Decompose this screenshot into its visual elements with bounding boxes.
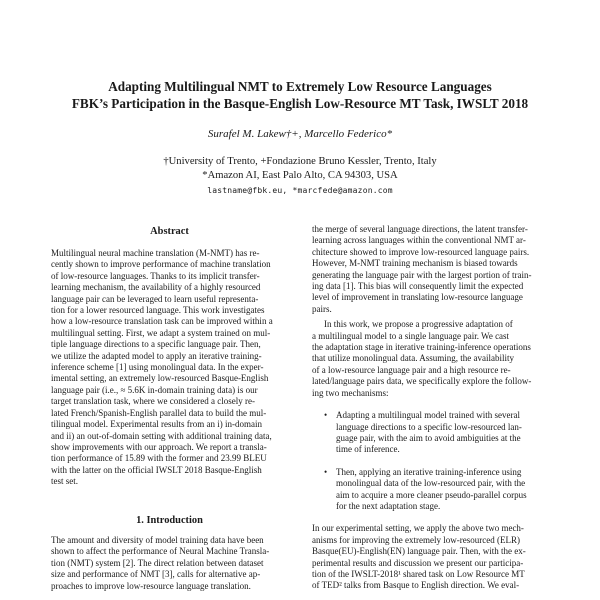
title-line-1: Adapting Multilingual NMT to Extremely Low Resource Languages — [108, 79, 492, 94]
paper-title — [40, 78, 560, 112]
bullet-line: Adapting a multilingual model trained with several — [336, 410, 520, 421]
abstract-line: test set. — [51, 476, 78, 487]
bullet-line: language directions to a specific low-resourced lan- — [336, 421, 522, 432]
para-line: a multilingual model to a single language pair. We cast — [312, 330, 510, 341]
para-line: perimental results and discussion we present our participa- — [312, 557, 524, 568]
para-line: In this work, we propose a progressive adaptation of — [324, 319, 513, 330]
abstract-line: with the latter on the official IWSLT 2018 Basque-English — [51, 464, 262, 475]
abstract-line: and ii) an out-of-domain setting with additional training data, — [51, 430, 272, 441]
bullet-line: aim to acquire a more cleaner pseudo-parallel corpus — [336, 489, 527, 500]
para-line: that utilize monolingual data. Assuming, the availability — [312, 353, 514, 364]
para-line: In our experimental setting, we apply the above two mech- — [312, 523, 524, 534]
abstract-line: tion performance of 15.89 with the former and 23.99 BLEU — [51, 453, 267, 464]
right-column-body — [312, 224, 549, 592]
abstract-line: how a low-resource translation task can be improved within a — [51, 316, 273, 327]
abstract-heading: Abstract — [150, 226, 189, 237]
para-line: ing two mechanisms: — [312, 387, 389, 398]
list-item — [312, 467, 549, 513]
abstract-line: language pair can be leveraged to learn useful representa- — [51, 293, 259, 304]
introduction-body — [51, 535, 288, 592]
author-emails: lastname@fbk.eu, *marcfede@amazon.com — [207, 186, 393, 195]
para-line: Basque(EU)-English(EN) language pair. Then, with the ex- — [312, 546, 526, 557]
para-line: the merge of several language directions, the latent transfer- — [312, 224, 528, 234]
bullet-line: for the next adaptation stage. — [336, 500, 441, 511]
intro-line: The amount and diversity of model training data have been — [51, 535, 264, 545]
intro-line: shown to affect the performance of Neural Machine Transla- — [51, 546, 270, 557]
abstract-line: language pair (i.e., ≈ 5.6K in-domain training data) is our — [51, 384, 258, 395]
para-line: of a low-resource language pair and a high resource re- — [312, 364, 511, 375]
abstract-line: multilingual setting. First, we adapt a system trained on mul- — [51, 327, 271, 338]
bullet-line: guage pair, with the aim to avoid ambiguities at the — [336, 432, 521, 443]
para-line: chitecture showed to improve low-resourced language pairs. — [312, 246, 530, 257]
mechanism-list — [312, 410, 549, 512]
para-line: tion of the IWSLT-2018¹ shared task on Low Resource MT — [312, 568, 525, 579]
para-line: the adaptation stage in iterative training-inference operations — [312, 342, 531, 353]
para-line: level of improvement in translating low-resource language — [312, 292, 523, 303]
affiliation-line-2: *Amazon AI, East Palo Alto, CA 94303, USA — [202, 170, 398, 181]
abstract-line: cently shown to improve performance of machine translation — [51, 259, 271, 270]
abstract-line: we utilize the adapted model to apply an iterative training- — [51, 350, 262, 361]
para-line: pairs. — [312, 303, 332, 314]
bullet-line: monolingual data of the low-resourced pair, with the — [336, 478, 526, 489]
bullet-line: Then, applying an iterative training-inference using — [336, 466, 522, 477]
bullet-icon: • — [324, 466, 328, 477]
abstract-line: target translation task, where we considered a closely re- — [51, 396, 256, 407]
introduction-heading: 1. Introduction — [136, 515, 203, 526]
affiliation-line-1: †University of Trento, +Fondazione Bruno Kessler, Trento, Italy — [163, 156, 437, 167]
abstract-line: tiple language directions to a specific language pair. Then, — [51, 339, 261, 350]
para-line: generating the language pair with the largest portion of train- — [312, 269, 532, 280]
author-list: Surafel M. Lakew†+, Marcello Federico* — [207, 128, 393, 140]
abstract-line: inference scheme [1] using monolingual data. In the exper- — [51, 362, 264, 373]
title-line-2: FBK’s Participation in the Basque-English Low-Resource MT Task, IWSLT 2018 — [71, 96, 529, 111]
para-line: lated/language pairs data, we specifically explore the follow- — [312, 376, 532, 387]
abstract-line: tion for a lower resourced language. This work investigates — [51, 305, 265, 316]
intro-line: size and performance of NMT [3], calls for alternative ap- — [51, 569, 261, 580]
list-item — [312, 410, 549, 456]
bullet-icon: • — [324, 410, 328, 421]
intro-line: tion (NMT) system [2]. The direct relation between dataset — [51, 557, 264, 568]
intro-line: proaches to improve low-resource language translation. — [51, 580, 251, 591]
bullet-line: time of inference. — [336, 444, 400, 455]
abstract-line: learning mechanism, the availability of a highly resourced — [51, 282, 261, 293]
abstract-line: lated French/Spanish-English parallel data to build the mul- — [51, 407, 267, 418]
abstract-line: of low-resource languages. Thanks to its implicit transfer- — [51, 270, 260, 281]
para-line: learning across languages within the conventional NMT ar- — [312, 235, 526, 246]
para-line: ing data [1]. This bias will consequently limit the expected — [312, 281, 524, 292]
para-line: However, M-NMT training mechanism is biased towards — [312, 258, 518, 269]
para-line: anisms for improving the extremely low-resourced (ELR) — [312, 534, 520, 545]
abstract-line: Multilingual neural machine translation (M-NMT) has re- — [51, 248, 260, 258]
abstract-line: imental setting, an extremely low-resourced Basque-English — [51, 373, 269, 384]
abstract-line: tilingual model. Experimental results from an i) in-domain — [51, 419, 262, 430]
para-line: of TED² talks from Basque to English direction. We eval- — [312, 580, 520, 591]
abstract-line: show improvements with our approach. We report a transla- — [51, 441, 267, 452]
abstract-body — [51, 248, 288, 488]
